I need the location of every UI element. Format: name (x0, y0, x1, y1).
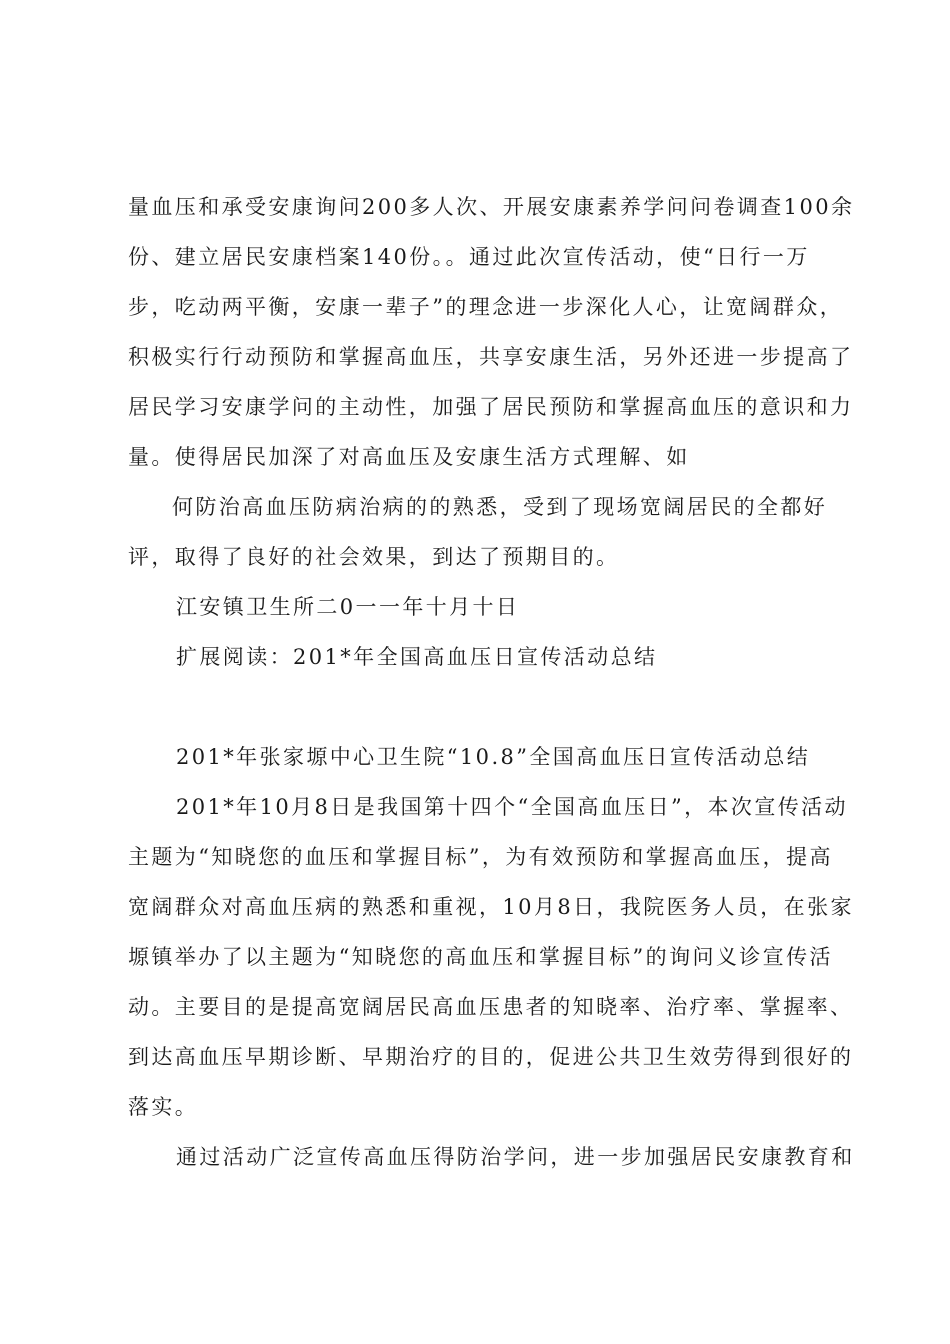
article-title: 201*年张家塬中心卫生院“10.8”全国高血压日宣传活动总结 (176, 745, 811, 769)
paragraph-line: 量血压和承受安康询问200多人次、开展安康素养学问问卷调查100余 (128, 195, 855, 219)
paragraph-line: 宽阔群众对高血压病的熟悉和重视，10月8日，我院医务人员，在张家 (128, 895, 854, 919)
paragraph-line: 201*年10月8日是我国第十四个“全国高血压日”，本次宣传活动 (176, 795, 848, 819)
paragraph-line: 塬镇举办了以主题为“知晓您的高血压和掌握目标”的询问义诊宣传活 (128, 945, 833, 969)
paragraph-line: 落实。 (128, 1095, 199, 1119)
paragraph-line: 主题为“知晓您的血压和掌握目标”，为有效预防和掌握高血压，提高 (128, 845, 833, 869)
paragraph-line: 份、建立居民安康档案140份。。通过此次宣传活动，使“日行一万 (128, 245, 810, 269)
paragraph-line: 量。使得居民加深了对高血压及安康生活方式理解、如 (128, 445, 690, 469)
signature-line: 江安镇卫生所二0一一年十月十日 (176, 595, 520, 619)
paragraph-line: 步，吃动两平衡，安康一辈子”的理念进一步深化人心，让宽阔群众， (128, 295, 844, 319)
paragraph-line: 通过活动广泛宣传高血压得防治学问，进一步加强居民安康教育和 (176, 1145, 855, 1169)
extended-reading-heading: 扩展阅读：201*年全国高血压日宣传活动总结 (176, 645, 658, 669)
paragraph-line: 评，取得了良好的社会效果，到达了预期目的。 (128, 545, 620, 569)
paragraph-line: 积极实行行动预防和掌握高血压，共享安康生活，另外还进一步提高了 (128, 345, 854, 369)
paragraph-line: 动。主要目的是提高宽阔居民高血压患者的知晓率、治疗率、掌握率、 (128, 995, 854, 1019)
paragraph-line: 何防治高血压防病治病的的熟悉，受到了现场宽阔居民的全都好 (172, 495, 828, 519)
paragraph-line: 居民学习安康学问的主动性，加强了居民预防和掌握高血压的意识和力 (128, 395, 854, 419)
paragraph-line: 到达高血压早期诊断、早期治疗的目的，促进公共卫生效劳得到很好的 (128, 1045, 854, 1069)
